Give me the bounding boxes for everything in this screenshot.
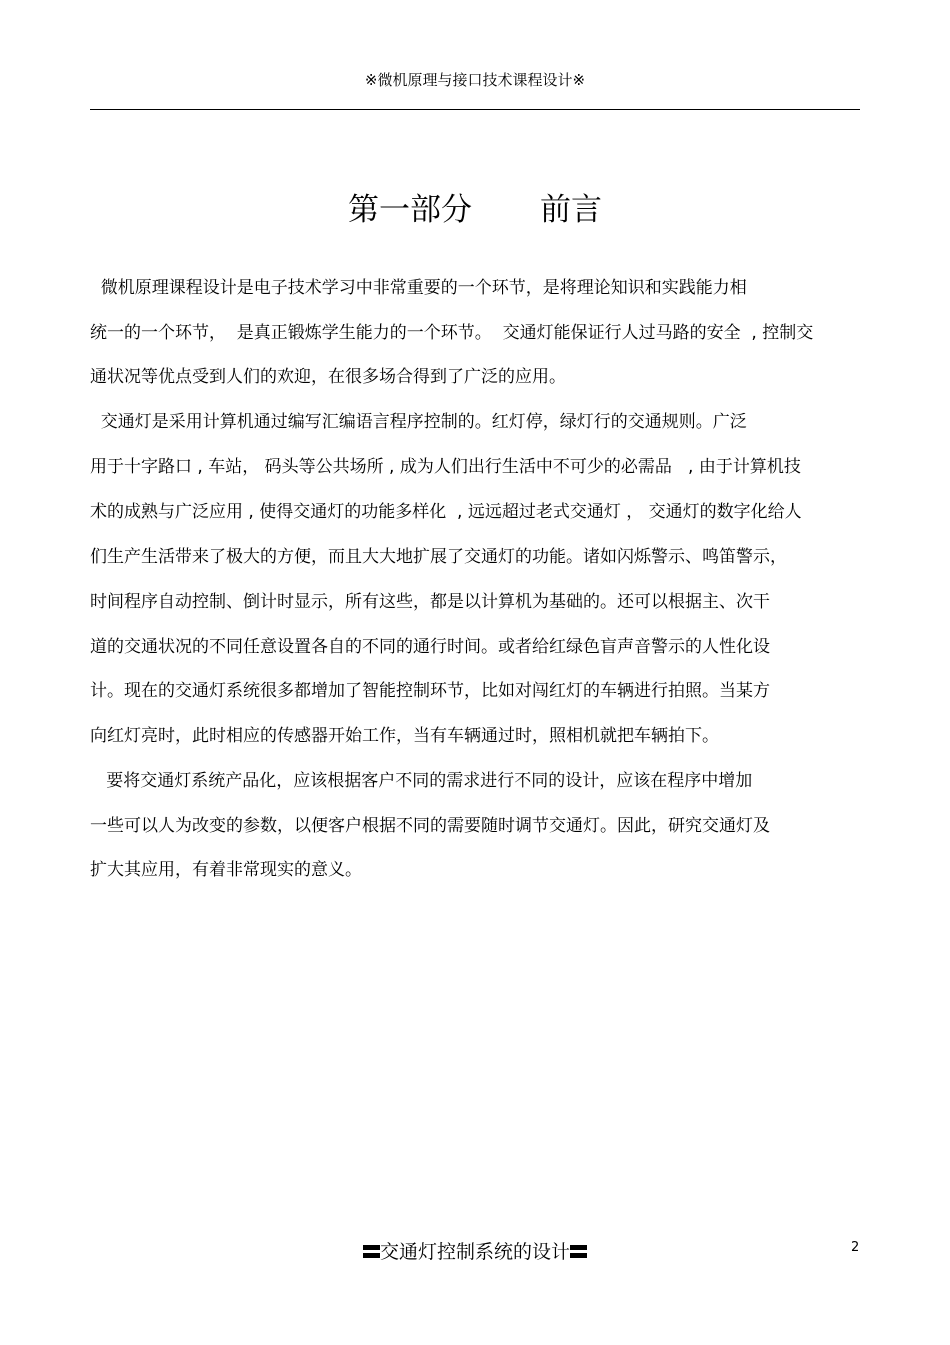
section-part-label: 第一部分 xyxy=(348,192,472,228)
section-title xyxy=(0,188,950,232)
footer-bar-left-icon xyxy=(363,1244,380,1259)
body-line: 统一的一个环节， 是真正锻炼学生能力的一个环节。 交通灯能保证行人过马路的安全 , 控制交 xyxy=(90,323,814,343)
page-number: 2 xyxy=(851,1240,860,1255)
body-line: 交通灯是采用计算机通过编写汇编语言程序控制的。红灯停，绿灯行的交通规则。广泛 xyxy=(90,412,747,432)
body-line: 通状况等优点受到人们的欢迎，在很多场合得到了广泛的应用。 xyxy=(90,367,566,387)
footer-bar-right-icon xyxy=(570,1244,587,1259)
body-line: 术的成熟与广泛应用 , 使得交通灯的功能多样化 , 远远超过老式交通灯 ， 交通灯的数字化给人 xyxy=(90,502,802,522)
body-line: 用于十字路口 , 车站， 码头等公共场所 , 成为人们出行生活中不可少的必需品 , 由于计算机技 xyxy=(90,457,801,477)
body-line: 扩大其应用，有着非常现实的意义。 xyxy=(90,860,362,880)
body-line: 时间程序自动控制、倒计时显示，所有这些，都是以计算机为基础的。还可以根据主、次干 xyxy=(90,592,770,612)
body-line: 计。现在的交通灯系统很多都增加了智能控制环节，比如对闯红灯的车辆进行拍照。当某方 xyxy=(90,681,770,701)
body-line: 向红灯亮时，此时相应的传感器开始工作，当有车辆通过时，照相机就把车辆拍下。 xyxy=(90,726,719,746)
body-line: 们生产生活带来了极大的方便，而且大大地扩展了交通灯的功能。诸如闪烁警示、鸣笛警示， xyxy=(90,547,787,567)
header-divider xyxy=(90,109,860,110)
body-line: 微机原理课程设计是电子技术学习中非常重要的一个环节，是将理论知识和实践能力相 xyxy=(90,278,747,298)
body-line: 一些可以人为改变的参数，以便客户根据不同的需要随时调节交通灯。因此，研究交通灯及 xyxy=(90,816,770,836)
running-header: ※微机原理与接口技术课程设计※ xyxy=(364,71,586,89)
body-line: 要将交通灯系统产品化，应该根据客户不同的需求进行不同的设计，应该在程序中增加 xyxy=(90,771,753,791)
running-footer xyxy=(0,1238,950,1266)
footer-title: 交通灯控制系统的设计 xyxy=(379,1241,570,1263)
body-line: 道的交通状况的不同任意设置各自的不同的通行时间。或者给红绿色盲声音警示的人性化设 xyxy=(90,637,770,657)
section-name: 前言 xyxy=(540,192,602,228)
